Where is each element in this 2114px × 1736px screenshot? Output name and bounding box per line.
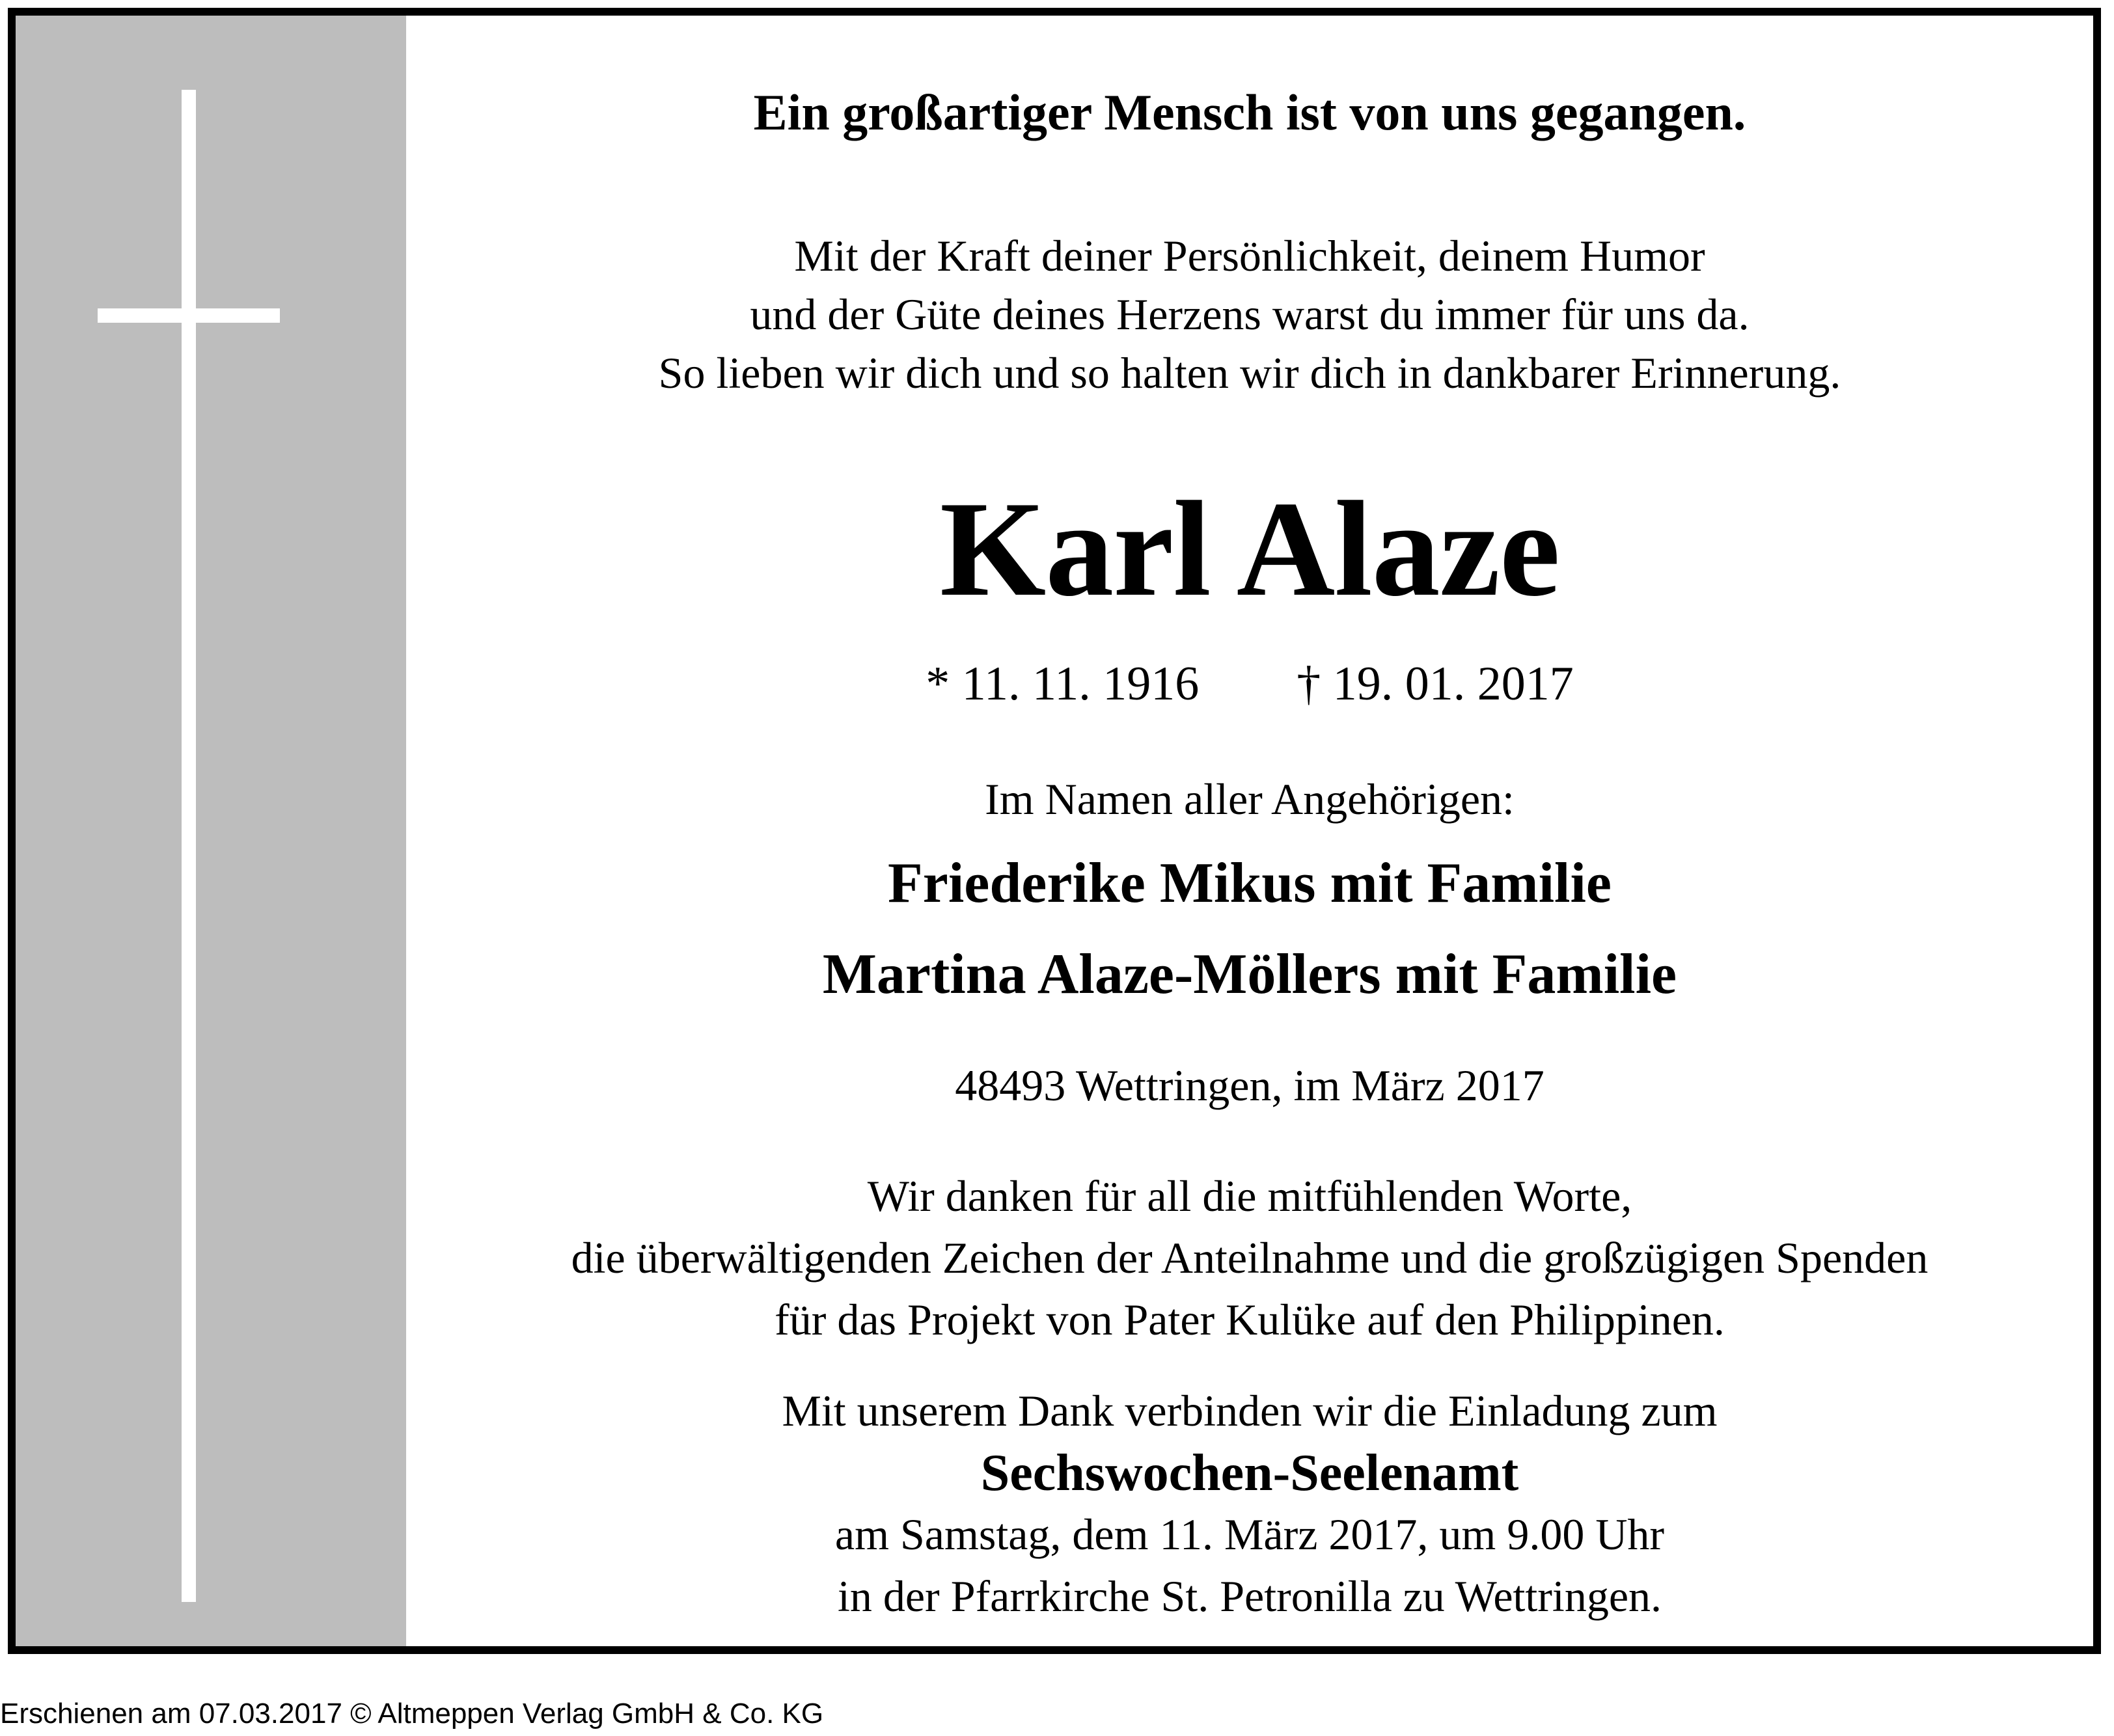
invitation-when: am Samstag, dem 11. März 2017, um 9.00 Uhr [834,1510,1665,1559]
deceased-name: Karl Alaze [939,474,1560,625]
cross-icon [16,16,406,1646]
thanks-line-2: die überwältigenden Zeichen der Anteilnahme und die großzügigen Spenden [571,1233,1929,1282]
mourner-2: Martina Alaze-Möllers mit Familie [822,943,1677,1006]
headline: Ein großartiger Mensch ist von uns gegangen. [753,84,1746,141]
birth-date: * 11. 11. 1916 [926,657,1200,711]
invitation-intro: Mit unserem Dank verbinden wir die Einladung zum [782,1386,1718,1435]
verse-line-2: und der Güte deines Herzens warst du immer für uns da. [750,290,1750,339]
publication-footer: Erschienen am 07.03.2017 © Altmeppen Verlag GmbH & Co. KG [0,1698,824,1729]
life-dates [406,657,2093,711]
mourner-1: Friederike Mikus mit Familie [888,852,1612,915]
death-date: † 19. 01. 2017 [1297,657,1574,711]
verse-line-1: Mit der Kraft deiner Persönlichkeit, deinem Humor [794,231,1705,280]
obituary-content [406,16,2093,1646]
thanks-line-3: für das Projekt von Pater Kulüke auf den Philippinen. [775,1295,1725,1344]
verse-line-3: So lieben wir dich und so halten wir dich in dankbarer Erinnerung. [658,348,1841,398]
invitation-where: in der Pfarrkirche St. Petronilla zu Wettringen. [837,1571,1662,1621]
mourners-intro: Im Namen aller Angehörigen: [985,774,1515,824]
thanks-line-1: Wir danken für all die mitfühlenden Worte, [867,1171,1632,1221]
invitation-event: Sechswochen-Seelenamt [980,1444,1519,1502]
obituary-frame [8,8,2101,1654]
place-date: 48493 Wettringen, im März 2017 [955,1061,1544,1110]
